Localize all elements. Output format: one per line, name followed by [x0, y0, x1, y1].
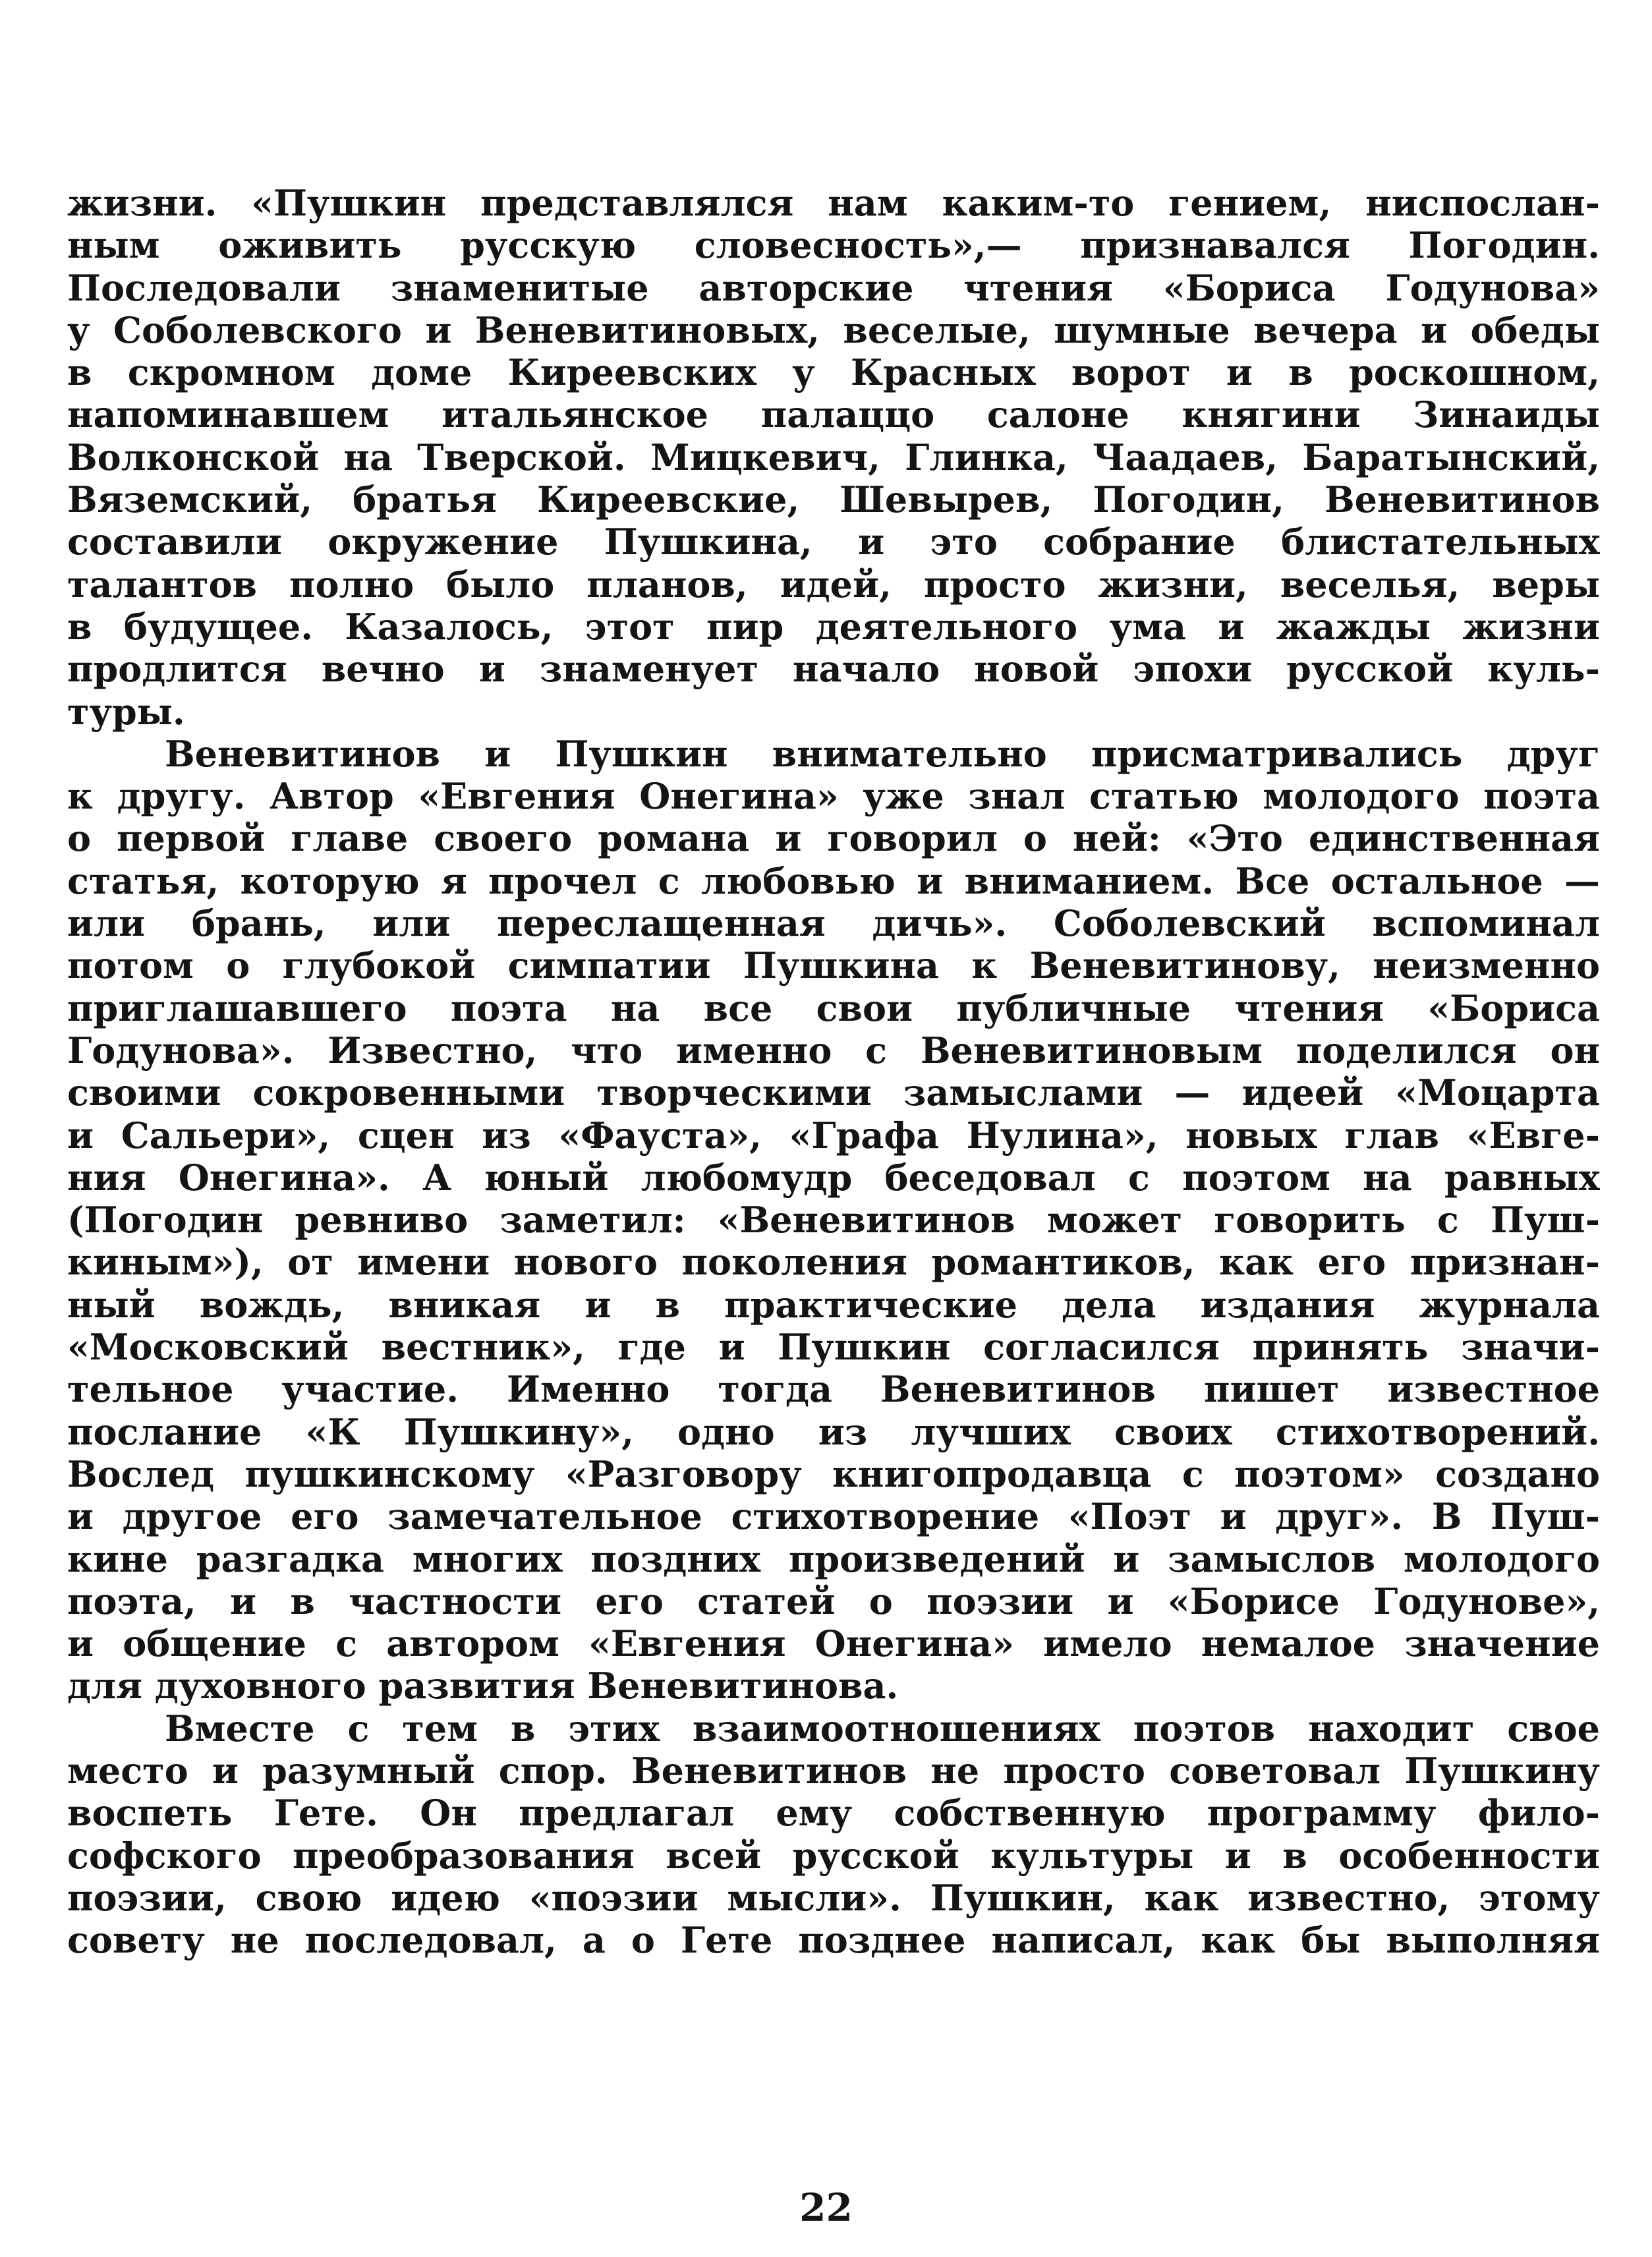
- text-line: кине разгадка многих поздних произведений и замыслов молодого: [67, 1537, 1600, 1580]
- text-line: воспеть Гете. Он предлагал ему собственную программу фило-: [67, 1792, 1600, 1835]
- text-line: ным оживить русскую словесность»,— признавался Погодин.: [67, 224, 1600, 267]
- text-line: статья, которую я прочел с любовью и вниманием. Все остальное —: [67, 859, 1600, 902]
- text-line: софского преобразования всей русской культуры и в особенности: [67, 1834, 1600, 1877]
- text-line: продлится вечно и знаменует начало новой эпохи русской куль-: [67, 648, 1600, 691]
- text-line: Вослед пушкинскому «Разговору книгопродавца с поэтом» создано: [67, 1452, 1600, 1495]
- text-line: ния Онегина». А юный любомудр беседовал с поэтом на равных: [67, 1156, 1600, 1199]
- text-line: Вяземский, братья Киреевские, Шевырев, Погодин, Веневитинов: [67, 478, 1600, 521]
- page-number: 22: [799, 2185, 853, 2230]
- text-line: послание «К Пушкину», одно из лучших своих стихотворений.: [67, 1410, 1600, 1453]
- text-line: Годунова». Известно, что именно с Веневитиновым поделился он: [67, 1029, 1600, 1071]
- text-line: о первой главе своего романа и говорил о ней: «Это единственная: [67, 817, 1600, 860]
- text-line: в будущее. Казалось, этот пир деятельного ума и жажды жизни: [67, 605, 1600, 648]
- body-text: [67, 182, 1600, 1961]
- text-line: поэта, и в частности его статей о поэзии и «Борисе Годунове»,: [67, 1580, 1600, 1622]
- text-line: у Соболевского и Веневитиновых, веселые, шумные вечера и обеды: [67, 308, 1600, 351]
- text-line: Веневитинов и Пушкин внимательно присматривались друг: [165, 732, 1600, 775]
- text-line: «Московский вестник», где и Пушкин согласился принять значи-: [67, 1326, 1600, 1369]
- text-line: напоминавшем итальянское палаццо салоне княгини Зинаиды: [67, 393, 1600, 436]
- text-line: Волконской на Тверской. Мицкевич, Глинка, Чаадаев, Баратынский,: [67, 436, 1600, 478]
- text-line: место и разумный спор. Веневитинов не просто советовал Пушкину: [67, 1749, 1600, 1792]
- text-line: талантов полно было планов, идей, просто жизни, веселья, веры: [67, 563, 1600, 606]
- paragraph: [67, 733, 1600, 1707]
- text-line: приглашавшего поэта на все свои публичные чтения «Бориса: [67, 986, 1600, 1029]
- text-line: ный вождь, вникая и в практические дела издания журнала: [67, 1283, 1600, 1326]
- paragraph: [67, 1707, 1600, 1962]
- text-line: (Погодин ревниво заметил: «Веневитинов может говорить с Пуш-: [67, 1199, 1600, 1242]
- paragraph: [67, 182, 1600, 733]
- text-line: или брань, или переслащенная дичь». Соболевский вспоминал: [67, 902, 1600, 945]
- text-line: совету не последовал, а о Гете позднее написал, как бы выполняя: [67, 1919, 1600, 1962]
- text-line: киным»), от имени нового поколения романтиков, как его признан-: [67, 1241, 1600, 1284]
- text-line: и общение с автором «Евгения Онегина» имело немалое значение: [67, 1622, 1600, 1665]
- text-line: для духовного развития Веневитинова.: [67, 1665, 899, 1707]
- text-line: и другое его замечательное стихотворение «Поэт и друг». В Пуш-: [67, 1495, 1600, 1538]
- text-line: Вместе с тем в этих взаимоотношениях поэтов находит свое: [165, 1707, 1600, 1750]
- text-line: в скромном доме Киреевских у Красных ворот и в роскошном,: [67, 351, 1600, 394]
- text-line: и Сальери», сцен из «Фауста», «Графа Нулина», новых глав «Евге-: [67, 1114, 1600, 1157]
- text-line: поэзии, свою идею «поэзии мысли». Пушкин, как известно, этому: [67, 1876, 1600, 1919]
- text-line: тельное участие. Именно тогда Веневитинов пишет известное: [67, 1368, 1600, 1411]
- text-line: Последовали знаменитые авторские чтения «Бориса Годунова»: [67, 266, 1600, 309]
- text-line: своими сокровенными творческими замыслами — идеей «Моцарта: [67, 1071, 1600, 1114]
- text-line: жизни. «Пушкин представлялся нам каким-то гением, ниспослан-: [67, 182, 1600, 224]
- text-line: составили окружение Пушкина, и это собрание блистательных: [67, 521, 1600, 563]
- text-line: туры.: [67, 690, 185, 733]
- text-line: к другу. Автор «Евгения Онегина» уже знал статью молодого поэта: [67, 775, 1600, 818]
- text-line: потом о глубокой симпатии Пушкина к Веневитинову, неизменно: [67, 944, 1600, 987]
